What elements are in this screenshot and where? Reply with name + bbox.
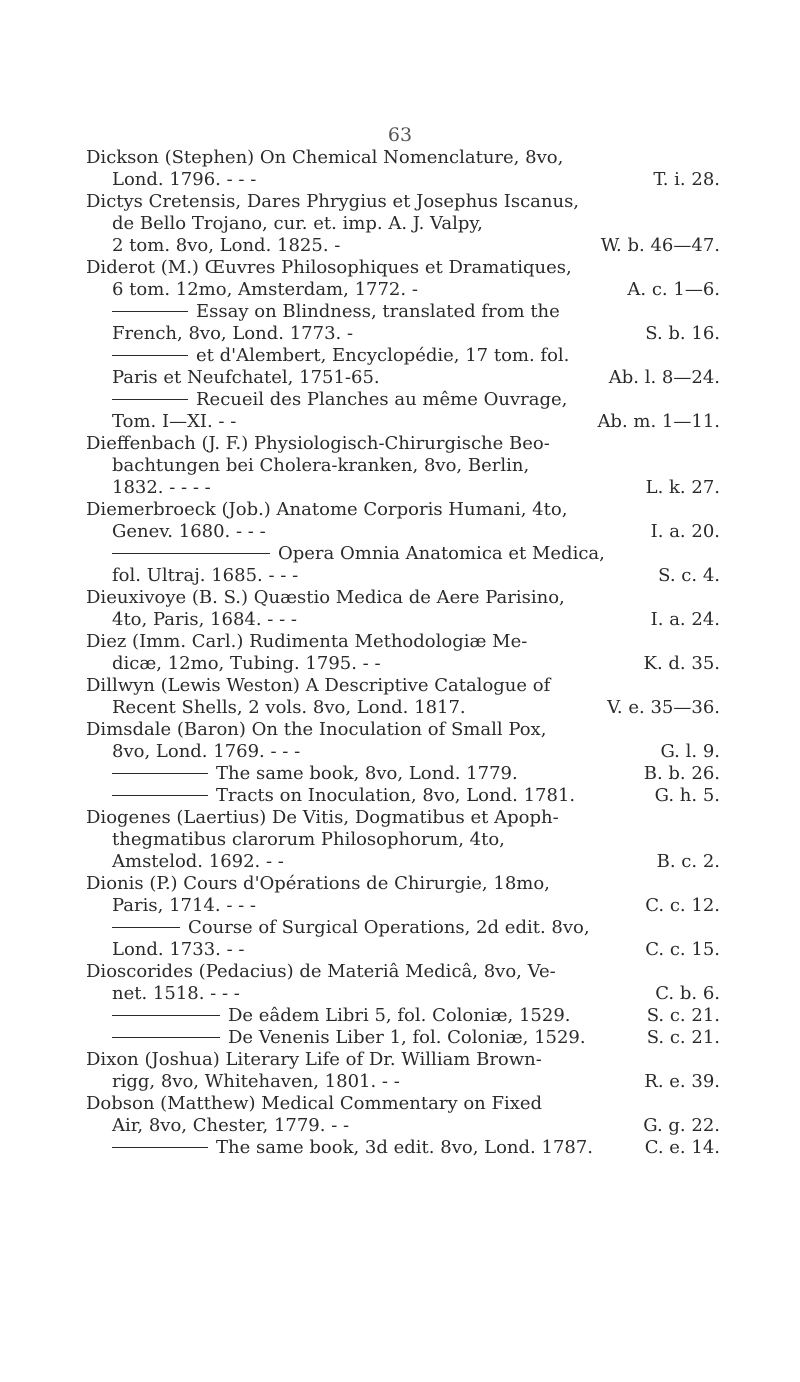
- entry-line: [86, 147, 720, 169]
- entry-text: Dieuxivoye (B. S.) Quæstio Medica de Aere Parisino,: [86, 587, 565, 608]
- entry-line: [86, 829, 720, 851]
- entry-text: French, 8vo, Lond. 1773. -: [112, 323, 354, 344]
- entry-text: Recueil des Planches au même Ouvrage,: [196, 389, 568, 410]
- entry-text: thegmatibus clarorum Philosophorum, 4to,: [112, 829, 505, 850]
- shelf-mark: C. c. 12.: [645, 895, 720, 916]
- entry-text: bachtungen bei Cholera-kranken, 8vo, Berlin,: [112, 455, 530, 476]
- entry-text: Diemerbroeck (Job.) Anatome Corporis Humani, 4to,: [86, 499, 568, 520]
- entry-text: Dioscorides (Pedacius) de Materiâ Medicâ, 8vo, Ve-: [86, 961, 556, 982]
- shelf-mark: S. c. 4.: [658, 565, 720, 586]
- entry-line: [86, 939, 720, 961]
- entry-line: [86, 917, 720, 939]
- catalogue-entry: [86, 873, 720, 917]
- entry-line: [86, 1027, 720, 1049]
- shelf-mark: R. e. 39.: [644, 1071, 720, 1092]
- shelf-mark: G. g. 22.: [643, 1115, 720, 1136]
- ditto-rule: [112, 311, 188, 312]
- entry-text: Course of Surgical Operations, 2d edit. 8vo,: [188, 917, 590, 938]
- catalogue-entry: [86, 345, 720, 389]
- entry-text: Dobson (Matthew) Medical Commentary on Fixed: [86, 1093, 543, 1114]
- entry-line: [86, 477, 720, 499]
- entry-text: Air, 8vo, Chester, 1779. - -: [112, 1115, 350, 1136]
- entry-line: [86, 1071, 720, 1093]
- entry-line: [86, 499, 720, 521]
- ditto-rule: [112, 1015, 220, 1016]
- entry-line: [86, 455, 720, 477]
- entry-text: Diogenes (Laertius) De Vitis, Dogmatibus et Apoph-: [86, 807, 559, 828]
- shelf-mark: T. i. 28.: [653, 169, 720, 190]
- entry-text: Recent Shells, 2 vols. 8vo, Lond. 1817.: [112, 697, 466, 718]
- entry-text: Opera Omnia Anatomica et Medica,: [278, 543, 605, 564]
- entry-line: [86, 279, 720, 301]
- entry-text: Paris et Neufchatel, 1751-65.: [112, 367, 380, 388]
- entry-text: The same book, 8vo, Lond. 1779.: [216, 763, 518, 784]
- shelf-mark: I. a. 20.: [650, 521, 720, 542]
- catalogue-entry: [86, 257, 720, 301]
- entry-line: [86, 169, 720, 191]
- catalogue-entry: [86, 301, 720, 345]
- entry-line: [86, 719, 720, 741]
- ditto-rule: [112, 553, 270, 554]
- entry-text: Lond. 1796. - - -: [112, 169, 257, 190]
- entry-line: [86, 433, 720, 455]
- shelf-mark: B. c. 2.: [656, 851, 720, 872]
- shelf-mark: G. h. 5.: [654, 785, 720, 806]
- catalogue-entry: [86, 191, 720, 257]
- entry-line: [86, 565, 720, 587]
- catalogue-entry: [86, 587, 720, 631]
- entry-line: [86, 411, 720, 433]
- entry-line: [86, 763, 720, 785]
- entry-text: 8vo, Lond. 1769. - - -: [112, 741, 301, 762]
- shelf-mark: K. d. 35.: [643, 653, 720, 674]
- shelf-mark: W. b. 46—47.: [600, 235, 720, 256]
- ditto-rule: [112, 355, 188, 356]
- entry-line: [86, 785, 720, 807]
- entry-line: [86, 191, 720, 213]
- entry-line: [86, 213, 720, 235]
- shelf-mark: S. c. 21.: [646, 1027, 720, 1048]
- shelf-mark: Ab. m. 1—11.: [597, 411, 720, 432]
- entry-text: de Bello Trojano, cur. et. imp. A. J. Valpy,: [112, 213, 483, 234]
- shelf-mark: C. c. 15.: [645, 939, 720, 960]
- entry-line: [86, 961, 720, 983]
- catalogue-entry: [86, 675, 720, 719]
- entry-line: [86, 587, 720, 609]
- catalogue-entry: [86, 1137, 720, 1159]
- entry-line: [86, 1049, 720, 1071]
- catalogue-entry: [86, 1049, 720, 1093]
- shelf-mark: G. l. 9.: [660, 741, 720, 762]
- entry-line: [86, 543, 720, 565]
- entry-text: 6 tom. 12mo, Amsterdam, 1772. -: [112, 279, 418, 300]
- entry-line: [86, 675, 720, 697]
- entry-text: 4to, Paris, 1684. - - -: [112, 609, 297, 630]
- catalogue-entry: [86, 1027, 720, 1049]
- entry-text: net. 1518. - - -: [112, 983, 240, 1004]
- entry-text: The same book, 3d edit. 8vo, Lond. 1787.: [216, 1137, 594, 1158]
- catalogue-entry: [86, 763, 720, 785]
- entry-line: [86, 609, 720, 631]
- entry-text: 2 tom. 8vo, Lond. 1825. -: [112, 235, 341, 256]
- entry-line: [86, 1137, 720, 1159]
- entry-line: [86, 1093, 720, 1115]
- entry-line: [86, 983, 720, 1005]
- ditto-rule: [112, 1037, 220, 1038]
- shelf-mark: S. b. 16.: [645, 323, 720, 344]
- ditto-rule: [112, 773, 208, 774]
- entry-line: [86, 345, 720, 367]
- entry-line: [86, 367, 720, 389]
- catalogue-entry: [86, 917, 720, 961]
- entry-text: Dickson (Stephen) On Chemical Nomenclature, 8vo,: [86, 147, 564, 168]
- ditto-rule: [112, 795, 208, 796]
- entry-text: Dictys Cretensis, Dares Phrygius et Josephus Iscanus,: [86, 191, 580, 212]
- shelf-mark: A. c. 1—6.: [627, 279, 720, 300]
- catalogue-list: [86, 147, 720, 1159]
- entry-line: [86, 697, 720, 719]
- catalogue-entry: [86, 499, 720, 543]
- entry-line: [86, 235, 720, 257]
- entry-line: [86, 807, 720, 829]
- catalogue-entry: [86, 631, 720, 675]
- entry-text: Dimsdale (Baron) On the Inoculation of Small Pox,: [86, 719, 547, 740]
- entry-line: [86, 631, 720, 653]
- entry-text: De eâdem Libri 5, fol. Coloniæ, 1529.: [228, 1005, 571, 1026]
- entry-text: De Venenis Liber 1, fol. Coloniæ, 1529.: [228, 1027, 586, 1048]
- ditto-rule: [112, 399, 188, 400]
- entry-text: Lond. 1733. - -: [112, 939, 245, 960]
- entry-text: Essay on Blindness, translated from the: [196, 301, 560, 322]
- entry-text: fol. Ultraj. 1685. - - -: [112, 565, 299, 586]
- entry-line: [86, 741, 720, 763]
- shelf-mark: L. k. 27.: [645, 477, 720, 498]
- catalogue-entry: [86, 147, 720, 191]
- catalogue-entry: [86, 433, 720, 499]
- entry-text: Paris, 1714. - - -: [112, 895, 257, 916]
- shelf-mark: B. b. 26.: [643, 763, 720, 784]
- entry-text: 1832. - - - -: [112, 477, 211, 498]
- entry-line: [86, 257, 720, 279]
- catalogue-entry: [86, 389, 720, 433]
- ditto-rule: [112, 1147, 208, 1148]
- entry-line: [86, 521, 720, 543]
- entry-line: [86, 873, 720, 895]
- entry-line: [86, 323, 720, 345]
- entry-text: Tom. I—XI. - -: [112, 411, 237, 432]
- ditto-rule: [112, 927, 180, 928]
- catalogue-entry: [86, 543, 720, 587]
- entry-line: [86, 1005, 720, 1027]
- page-number: 63: [387, 124, 413, 146]
- entry-text: Diderot (M.) Œuvres Philosophiques et Dramatiques,: [86, 257, 572, 278]
- entry-text: et d'Alembert, Encyclopédie, 17 tom. fol.: [196, 345, 570, 366]
- shelf-mark: V. e. 35—36.: [607, 697, 720, 718]
- entry-text: Diez (Imm. Carl.) Rudimenta Methodologiæ Me-: [86, 631, 528, 652]
- catalogue-entry: [86, 1005, 720, 1027]
- entry-line: [86, 653, 720, 675]
- entry-text: Dillwyn (Lewis Weston) A Descriptive Catalogue of: [86, 675, 551, 696]
- shelf-mark: I. a. 24.: [650, 609, 720, 630]
- catalogue-entry: [86, 719, 720, 763]
- entry-line: [86, 895, 720, 917]
- entry-text: rigg, 8vo, Whitehaven, 1801. - -: [112, 1071, 400, 1092]
- entry-line: [86, 1115, 720, 1137]
- entry-text: Amstelod. 1692. - -: [112, 851, 284, 872]
- entry-text: Dieffenbach (J. F.) Physiologisch-Chirurgische Beo-: [86, 433, 550, 454]
- shelf-mark: Ab. l. 8—24.: [608, 367, 720, 388]
- entry-text: Dionis (P.) Cours d'Opérations de Chirurgie, 18mo,: [86, 873, 550, 894]
- entry-line: [86, 389, 720, 411]
- entry-text: Genev. 1680. - - -: [112, 521, 266, 542]
- catalogue-entry: [86, 785, 720, 807]
- entry-line: [86, 851, 720, 873]
- shelf-mark: S. c. 21.: [646, 1005, 720, 1026]
- shelf-mark: C. e. 14.: [644, 1137, 720, 1158]
- catalogue-entry: [86, 807, 720, 873]
- entry-text: Tracts on Inoculation, 8vo, Lond. 1781.: [216, 785, 576, 806]
- entry-text: dicæ, 12mo, Tubing. 1795. - -: [112, 653, 381, 674]
- entry-text: Dixon (Joshua) Literary Life of Dr. William Brown-: [86, 1049, 542, 1070]
- catalogue-entry: [86, 961, 720, 1005]
- catalogue-entry: [86, 1093, 720, 1137]
- entry-line: [86, 301, 720, 323]
- shelf-mark: C. b. 6.: [655, 983, 720, 1004]
